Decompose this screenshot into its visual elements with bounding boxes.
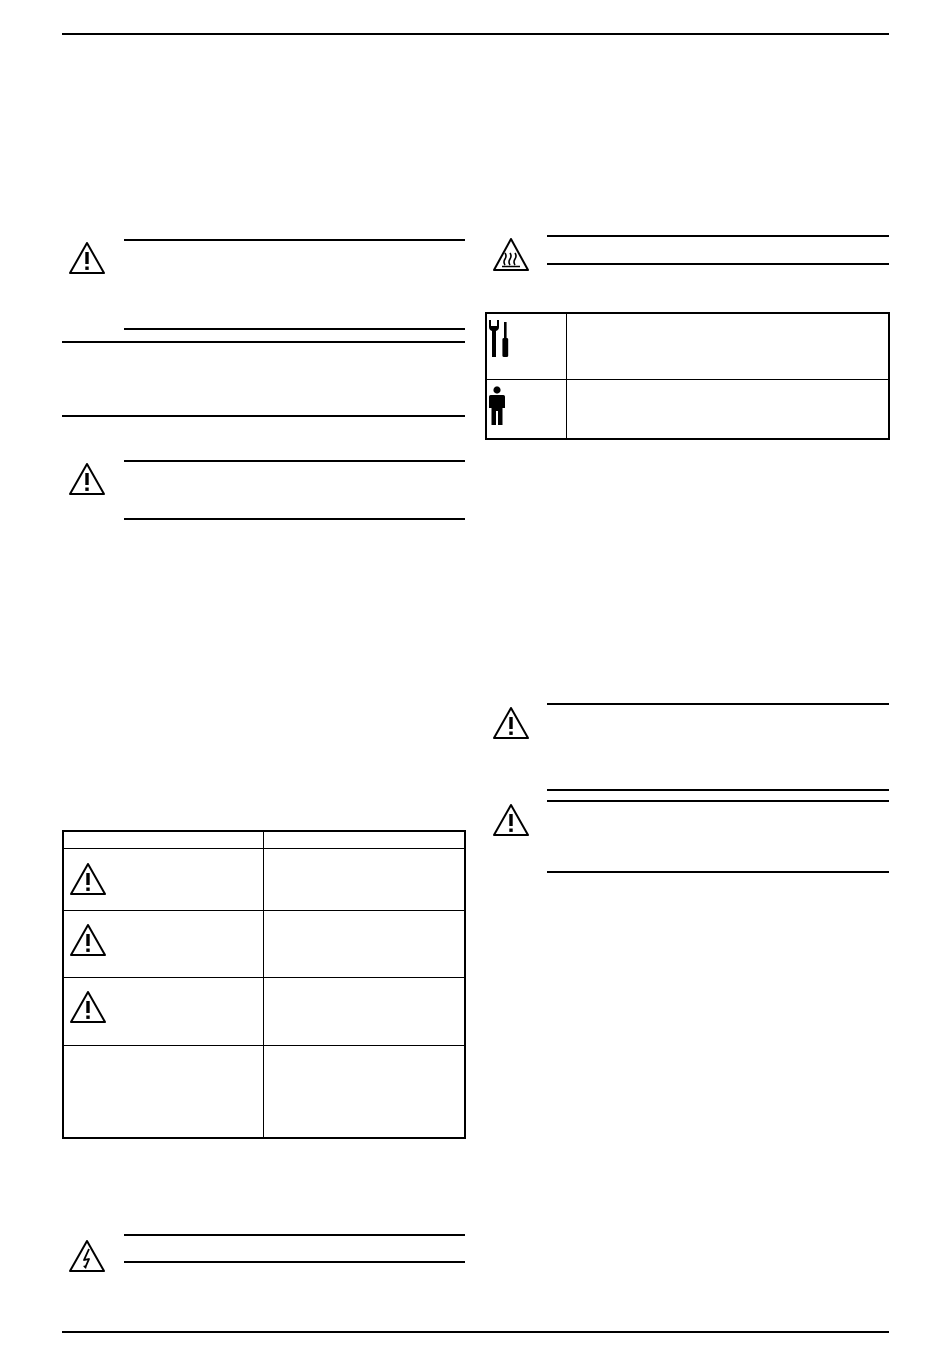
warning-2-bottom-rule — [124, 518, 465, 520]
hot-surface-bottom-rule — [547, 263, 889, 265]
symbols-table-row-rule — [62, 1045, 466, 1046]
warning-4-top-rule — [547, 800, 889, 802]
warning-triangle-icon — [69, 989, 107, 1025]
hot-surface-icon — [491, 236, 531, 273]
warning-triangle-icon — [68, 461, 106, 497]
warning-triangle-icon — [69, 922, 107, 958]
section-rule-1 — [62, 341, 465, 343]
electric-shock-icon — [68, 1238, 106, 1274]
symbols-table-border — [62, 830, 466, 1139]
header-rule — [62, 33, 889, 35]
qualification-table-border — [485, 312, 890, 440]
warning-triangle-icon — [492, 802, 530, 838]
symbols-table-row-rule — [62, 910, 466, 911]
person-icon — [488, 386, 506, 428]
qualification-table-row-rule — [485, 379, 890, 380]
warning-3-top-rule — [547, 703, 889, 705]
warning-1-top-rule — [124, 239, 465, 241]
warning-1-bottom-rule — [124, 328, 465, 330]
symbols-table-header-rule — [62, 848, 466, 849]
warning-triangle-icon — [492, 705, 530, 741]
warning-triangle-icon — [69, 861, 107, 897]
footer-rule — [62, 1331, 889, 1333]
hot-surface-top-rule — [547, 235, 889, 237]
symbols-table-row-rule — [62, 977, 466, 978]
warning-triangle-icon — [68, 240, 106, 276]
wrench-screwdriver-icon — [487, 318, 513, 360]
warning-4-bottom-rule — [547, 871, 889, 873]
qualification-table-divider — [566, 312, 567, 440]
electric-warning-bottom-rule — [124, 1261, 465, 1263]
warning-3-bottom-rule — [547, 789, 889, 791]
warning-2-top-rule — [124, 460, 465, 462]
electric-warning-top-rule — [124, 1234, 465, 1236]
symbols-table-divider — [263, 830, 264, 1139]
section-rule-2 — [62, 415, 465, 417]
